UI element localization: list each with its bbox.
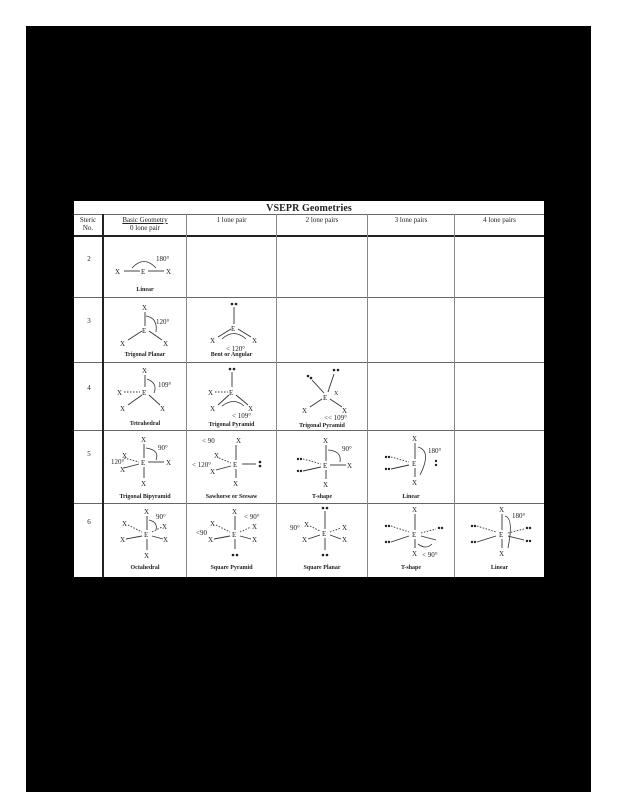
svg-text:E: E xyxy=(141,459,146,467)
svg-text:X: X xyxy=(252,523,258,531)
header-four-lone-pairs: 4 lone pairs xyxy=(483,216,516,224)
bent-structure-one-lone-pair xyxy=(208,300,268,352)
svg-text:< 90°: < 90° xyxy=(244,513,260,521)
svg-text:X: X xyxy=(163,340,169,348)
svg-text:E: E xyxy=(144,531,149,539)
square-pyramid-structure xyxy=(196,506,276,564)
linear-structure xyxy=(112,251,182,281)
svg-text:90°: 90° xyxy=(156,513,166,521)
svg-text:E: E xyxy=(142,327,147,335)
svg-text:X: X xyxy=(499,506,505,514)
svg-text:X: X xyxy=(302,407,308,415)
steric-number-3: 3 xyxy=(87,317,91,325)
svg-text:< 120°: < 120° xyxy=(192,461,211,469)
svg-text:< 90°: < 90° xyxy=(422,551,438,559)
svg-text:X: X xyxy=(233,480,239,488)
svg-text:E: E xyxy=(232,531,237,539)
svg-text:E: E xyxy=(229,389,234,397)
svg-text:X: X xyxy=(208,536,214,544)
svg-text:180°: 180° xyxy=(512,512,526,520)
square-planar-structure xyxy=(290,504,362,564)
octahedral-structure xyxy=(116,506,182,564)
seesaw-structure xyxy=(192,434,274,492)
svg-text:X: X xyxy=(210,337,216,345)
svg-text:180°: 180° xyxy=(156,255,170,263)
svg-text:E: E xyxy=(141,268,146,276)
svg-text:E: E xyxy=(499,531,504,539)
svg-text:X: X xyxy=(252,337,258,345)
svg-text:X: X xyxy=(117,389,123,397)
caption-trigonal-bipyramid: Trigonal Bipyramid xyxy=(119,494,171,500)
t-shape-structure-5 xyxy=(290,435,364,491)
svg-text:X: X xyxy=(210,520,216,528)
svg-text:X: X xyxy=(122,520,128,528)
svg-text:90°: 90° xyxy=(158,444,168,452)
svg-text:X: X xyxy=(141,480,147,488)
svg-text:X: X xyxy=(115,268,121,276)
svg-text:90°: 90° xyxy=(342,445,352,453)
svg-text:E: E xyxy=(322,530,327,538)
svg-text:E: E xyxy=(233,461,238,469)
svg-text:120°: 120° xyxy=(111,458,125,466)
caption-trigonal-planar: Trigonal Planar xyxy=(124,352,166,358)
svg-text:X: X xyxy=(210,405,216,413)
bent-structure-two-lone-pairs xyxy=(298,367,360,421)
svg-text:109°: 109° xyxy=(158,381,172,389)
svg-text:X: X xyxy=(120,405,126,413)
caption-square-pyramid: Square Pyramid xyxy=(210,565,253,571)
svg-text:90°: 90° xyxy=(290,524,300,532)
svg-text:X: X xyxy=(412,550,418,558)
caption-t-shape-5: T-shape xyxy=(311,494,333,500)
svg-text:X: X xyxy=(342,524,348,532)
svg-text:< 120°: < 120° xyxy=(226,345,245,353)
svg-text:X: X xyxy=(342,407,348,415)
steric-number-2: 2 xyxy=(87,255,91,263)
caption-t-shape-6: T-shape xyxy=(400,565,422,571)
svg-text:X: X xyxy=(248,405,254,413)
svg-text:<< 109°: << 109° xyxy=(324,414,347,422)
svg-text:X: X xyxy=(323,481,329,489)
header-one-lone-pair: 1 lone pair xyxy=(216,216,247,224)
svg-text:X: X xyxy=(144,508,150,516)
trigonal-planar-structure xyxy=(118,302,178,352)
svg-text:<90: <90 xyxy=(196,529,207,537)
steric-number-5: 5 xyxy=(87,450,91,458)
svg-text:X: X xyxy=(232,508,238,516)
caption-sawhorse-or-seesaw: Sawhorse or Seesaw xyxy=(205,494,258,500)
svg-text:X: X xyxy=(342,536,348,544)
caption-bent-or-angular-2: Trigonal Pyramid xyxy=(299,423,345,429)
svg-text:X: X xyxy=(323,437,329,445)
caption-linear-5: Linear xyxy=(402,494,420,500)
svg-text:X: X xyxy=(163,536,169,544)
svg-text:X: X xyxy=(347,462,353,470)
tetrahedral-structure xyxy=(114,365,180,417)
svg-text:X: X xyxy=(144,552,150,560)
vsepr-table xyxy=(74,201,544,577)
caption-square-planar: Square Planar xyxy=(303,565,341,571)
svg-text:X: X xyxy=(304,521,310,529)
svg-text:X: X xyxy=(162,523,168,531)
linear-structure-5 xyxy=(378,433,450,491)
t-shape-structure-6 xyxy=(378,504,452,564)
svg-text:120°: 120° xyxy=(156,318,170,326)
svg-text:X: X xyxy=(160,405,166,413)
header-two-lone-pairs: 2 lone pairs xyxy=(305,216,339,224)
svg-text:E: E xyxy=(142,389,147,397)
svg-text:X: X xyxy=(334,391,339,397)
caption-bent-or-angular: Bent or Angular xyxy=(210,352,253,358)
svg-text:X: X xyxy=(120,340,126,348)
svg-text:X: X xyxy=(166,459,172,467)
header-basic-geometry: Basic Geometry 0 lone pair xyxy=(122,216,168,232)
svg-text:X: X xyxy=(252,536,258,544)
caption-linear-6: Linear xyxy=(490,565,509,571)
svg-text:X: X xyxy=(142,367,148,375)
svg-text:X: X xyxy=(120,466,126,474)
svg-text:X: X xyxy=(142,304,148,312)
linear-structure-6 xyxy=(466,504,540,564)
svg-text:E: E xyxy=(412,460,417,468)
svg-text:X: X xyxy=(412,506,418,514)
svg-text:E: E xyxy=(323,462,328,470)
steric-number-4: 4 xyxy=(87,384,91,392)
steric-number-6: 6 xyxy=(87,518,91,526)
svg-text:X: X xyxy=(122,452,128,460)
svg-text:X: X xyxy=(208,389,214,397)
svg-text:X: X xyxy=(210,468,216,476)
svg-text:X: X xyxy=(166,268,172,276)
svg-text:< 109°: < 109° xyxy=(232,412,251,420)
caption-octahedral: Octahedral xyxy=(130,565,160,571)
svg-text:X: X xyxy=(236,437,242,445)
svg-text:X: X xyxy=(302,536,308,544)
svg-text:X: X xyxy=(141,436,147,444)
svg-text:X: X xyxy=(499,550,505,558)
svg-text:E: E xyxy=(412,531,417,539)
header-three-lone-pairs: 3 lone pairs xyxy=(394,216,428,224)
svg-text:X: X xyxy=(412,435,418,443)
trigonal-pyramid-structure xyxy=(206,365,268,419)
svg-text:180°: 180° xyxy=(428,447,442,455)
svg-text:E: E xyxy=(231,325,236,333)
caption-linear: Linear xyxy=(136,287,154,293)
svg-text:X: X xyxy=(120,536,126,544)
caption-trigonal-pyramid: Trigonal Pyramid xyxy=(208,422,255,428)
svg-text:< 90: < 90 xyxy=(202,437,215,445)
svg-text:X: X xyxy=(412,479,418,487)
svg-text:X: X xyxy=(214,452,220,460)
svg-text:E: E xyxy=(323,394,328,402)
trigonal-bipyramid-structure xyxy=(110,434,182,492)
header-steric-number: Steric No. xyxy=(79,216,97,232)
caption-tetrahedral: Tetrahedral xyxy=(129,421,161,427)
table-title: VSEPR Geometries xyxy=(266,203,352,214)
